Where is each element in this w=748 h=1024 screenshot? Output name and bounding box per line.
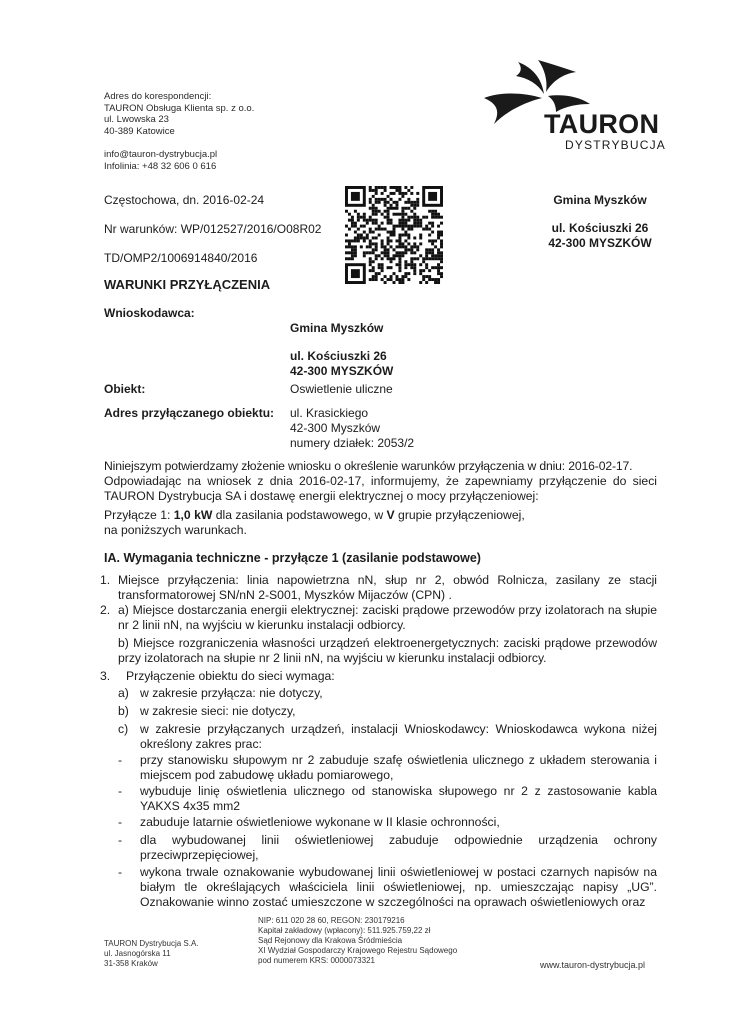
reference-number: TD/OMP2/1006914840/2016 xyxy=(104,251,258,265)
list-item xyxy=(118,722,657,752)
list-item-marker: 2. xyxy=(100,603,111,617)
list-item xyxy=(118,704,657,719)
list-item-marker: - xyxy=(118,753,123,767)
sender-city: 40-389 Katowice xyxy=(104,125,175,137)
recipient-name: Gmina Myszków xyxy=(553,193,647,207)
intro-paragraph xyxy=(104,459,657,538)
intro-line-4: na poniższych warunkach. xyxy=(104,522,247,537)
object-value: Oswietlenie uliczne xyxy=(290,382,393,396)
object-address-plots: numery działek: 2053/2 xyxy=(290,436,415,450)
list-item-text: wykona trwale oznakowanie wybudowanej linii oświetleniowej w postaci czarnych napisów na białym tle określających właściciela linii oświetleniowej, np. umieszczając napisy „UG”. Oznakowanie winno zostać umieszczone w szczególności na oprawach oświetleniowych oraz xyxy=(140,865,657,910)
list-item-marker: - xyxy=(118,865,123,879)
list-item-marker: - xyxy=(118,833,123,847)
list-item-text: w zakresie przyłącza: nie dotyczy, xyxy=(140,686,323,700)
intro-line-3: Przyłącze 1: 1,0 kW dla zasilania podstawowego, w V grupie przyłączeniowej, xyxy=(104,507,525,522)
list-item-marker: c) xyxy=(118,722,129,736)
recipient-street: ul. Kościuszki 26 xyxy=(551,221,649,235)
list-item xyxy=(118,815,657,830)
object-address-street: ul. Krasickiego xyxy=(290,406,369,420)
list-item-text: b) Miejsce rozgraniczenia własności urządzeń elektroenergetycznych: zaciski prądowe przewodów przy izolatorach na słupie nr 2 linii nN, na wyjściu w kierunku instalacji odbiorcy. xyxy=(118,636,657,666)
list-item-marker: b) xyxy=(118,704,129,718)
intro-line-1: Niniejszym potwierdzamy złożenie wniosku o określenie warunków przyłączenia w dniu: 2016-02-17. xyxy=(104,459,633,473)
sender-phone: Infolinia: +48 32 606 0 616 xyxy=(104,160,217,172)
section-title: IA. Wymagania techniczne - przyłącze 1 (zasilanie podstawowe) xyxy=(104,551,481,565)
recipient-city: 42-300 MYSZKÓW xyxy=(548,236,652,250)
object-address xyxy=(290,406,414,451)
tauron-logo xyxy=(470,58,670,153)
list-item-text: zabuduje latarnie oświetleniowe wykonane w II klasie ochronności, xyxy=(140,815,500,829)
list-item xyxy=(118,833,657,863)
recipient-address xyxy=(520,193,680,251)
footer-court-2: XI Wydział Gospodarczy Krajowego Rejestru Sądowego xyxy=(258,946,458,955)
sender-street: ul. Lwowska 23 xyxy=(104,114,169,126)
applicant-label: Wnioskodawca: xyxy=(104,306,195,320)
footer-court-1: Sąd Rejonowy dla Krakowa Śródmieścia xyxy=(258,936,403,945)
list-item-text: przy stanowisku słupowym nr 2 zabuduje szafę oświetlenia ulicznego z układem sterowania i miejscem pod zabudowę układu pomiarowego, xyxy=(140,753,657,783)
qr-code xyxy=(345,186,443,284)
footer-address xyxy=(104,939,199,969)
list-item-text: w zakresie przyłączanych urządzeń, instalacji Wnioskodawcy: Wnioskodawca wykona niżej określony zakres prac: xyxy=(140,722,657,752)
list-item xyxy=(100,669,657,684)
list-item xyxy=(100,636,657,666)
object-address-city: 42-300 Myszków xyxy=(290,421,381,435)
footer-registration xyxy=(258,916,457,966)
place-date: Częstochowa, dn. 2016-02-24 xyxy=(104,193,265,207)
footer-city: 31-358 Kraków xyxy=(104,959,158,968)
object-address-label: Adres przyłączanego obiektu: xyxy=(104,406,275,420)
applicant-city: 42-300 MYSZKÓW xyxy=(290,364,394,378)
footer-capital: Kapitał zakładowy (wpłacony): 511.925.759,22 zł xyxy=(258,926,431,935)
sender-email[interactable]: info@tauron-dystrybucja.pl xyxy=(104,149,218,161)
list-item-text: Miejsce przyłączenia: linia napowietrzna nN, słup nr 2, obwód Rolnicza, zasilany ze stacji transformatorowej SN/nN 2-S001, Myszków Mijaczów (CPN) . xyxy=(118,573,657,603)
list-item-text: a) Miejsce dostarczania energii elektrycznej: zaciski prądowe przewodów przy izolatorach na słupie nr 2 linii nN, na wyjściu w kierunku instalacji odbiorcy. xyxy=(118,603,657,633)
intro-line-2: Odpowiadając na wniosek z dnia 2016-02-17, informujemy, że zapewniamy przyłączenie do sieci TAURON Dystrybucja SA i dostawę energii elektrycznej o mocy przyłączeniowej: xyxy=(104,474,657,504)
list-item xyxy=(118,753,657,783)
list-item-text: Przyłączenie obiektu do sieci wymaga: xyxy=(126,669,335,683)
list-item-text: wybuduje linię oświetlenia ulicznego od stanowiska słupowego nr 2 z zastosowanie kabla YAKXS 4x35 mm2 xyxy=(140,784,657,814)
warrant-number: Nr warunków: WP/012527/2016/O08R02 xyxy=(104,222,322,236)
list-item-marker: 3. xyxy=(100,669,111,683)
document-title: WARUNKI PRZYŁĄCZENIA xyxy=(104,277,271,292)
logo-wordmark: TAURON xyxy=(544,109,660,139)
list-item-marker: a) xyxy=(118,686,129,700)
list-item xyxy=(118,865,657,911)
sender-company: TAURON Obsługa Klienta sp. z o.o. xyxy=(104,102,255,114)
list-item-text: w zakresie sieci: nie dotyczy, xyxy=(140,704,296,718)
footer-street: ul. Jasnogórska 11 xyxy=(104,949,171,958)
applicant-name: Gmina Myszków xyxy=(290,321,384,335)
footer-company: TAURON Dystrybucja S.A. xyxy=(104,939,199,948)
list-item-marker: - xyxy=(118,784,123,798)
footer-krs: pod numerem KRS: 0000073321 xyxy=(258,956,375,965)
footer-nip: NIP: 611 020 28 60, REGON: 230179216 xyxy=(258,916,405,925)
list-item xyxy=(100,573,657,603)
list-item-text: dla wybudowanej linii oświetleniowej zabuduje odpowiednie urządzenia ochrony przeciwprzepięciowej, xyxy=(140,833,657,863)
logo-subtitle: DYSTRYBUCJA xyxy=(565,138,666,152)
sender-heading: Adres do korespondencji: xyxy=(104,91,212,102)
object-label: Obiekt: xyxy=(104,382,146,396)
list-item-marker: 1. xyxy=(100,573,111,587)
footer-website[interactable]: www.tauron-dystrybucja.pl xyxy=(540,960,646,970)
applicant-street: ul. Kościuszki 26 xyxy=(290,349,387,363)
sender-address xyxy=(104,91,324,173)
list-item xyxy=(100,603,657,633)
list-item-marker: - xyxy=(118,815,123,829)
list-item xyxy=(118,784,657,814)
list-item xyxy=(118,686,657,701)
